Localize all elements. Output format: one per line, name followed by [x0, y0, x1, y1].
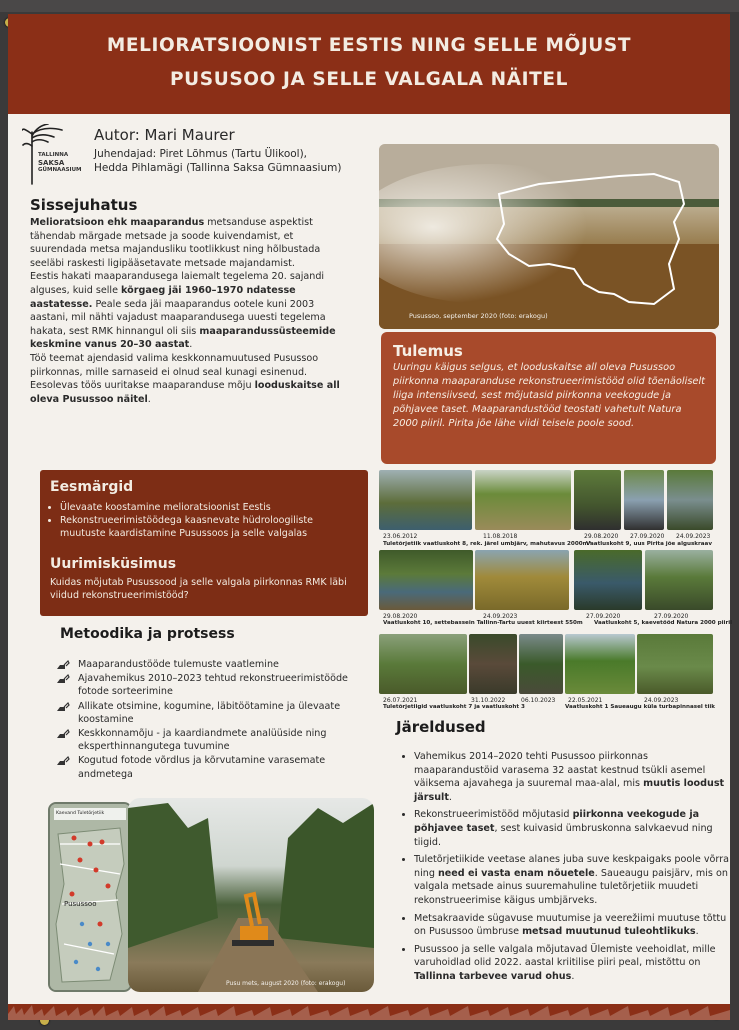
gallery-photo [624, 470, 664, 530]
conclusion-segment: . [571, 970, 575, 982]
gallery-photo [469, 634, 517, 694]
photo-date: 29.08.2020 [584, 533, 619, 540]
conclusions-heading: Järeldused [396, 718, 486, 736]
photo-date: 11.08.2018 [483, 533, 518, 540]
forest-photo [128, 798, 374, 992]
conclusion-segment: piirkonna veekogude ja põhjavee taset [414, 809, 700, 834]
photo-caption: Vaatluskoht 5, kaevetööd Natura 2000 piiril [594, 620, 733, 626]
method-item-text: Ajavahemikus 2010–2023 tehtud rekonstrueerimistööde fotode sorteerimine [78, 673, 348, 698]
photo-date: 24.09.2023 [644, 697, 679, 704]
intro-segment: hakata, sest RMK hinnangul oli siis [30, 325, 200, 337]
conclusion-item [414, 912, 734, 939]
gallery-photo [379, 634, 467, 694]
conclusion-segment: . [695, 926, 699, 938]
excavator-icon [56, 756, 70, 766]
bog-photo [379, 144, 719, 329]
photo-caption: Tuletõrjetiik vaatluskoht 8, rek. järel umbjärv, mahutavus 2000m³ [383, 541, 591, 547]
conclusion-segment: Metsakraavide sügavuse muutumise ja veerežiimi muutuse tõttu on Pusussoo ümbruse [414, 912, 727, 938]
bog-photo-caption: Pusussoo, september 2020 (foto: erakogu) [409, 312, 548, 320]
intro-segment: oleva Pusussoo näitel [30, 393, 148, 405]
photo-date: 29.08.2020 [383, 613, 418, 620]
intro-segment: aastatesse. [30, 298, 93, 310]
map [48, 802, 132, 992]
intro-segment: . [189, 339, 193, 351]
intro-segment: Eestis hakati maaparandusega laiemalt tegelema 20. sajandi [30, 271, 325, 283]
supervisors: Juhendajad: Piret Lõhmus (Tartu Ülikool), Hedda Pihlamägi (Tallinna Saksa Gümnaasium) [94, 148, 342, 174]
intro-segment: suurendada metsa majandusliku tootlikkust ning hõlbustada [30, 244, 321, 256]
photo-date: 26.07.2021 [383, 697, 418, 704]
intro-line [30, 338, 380, 352]
intro-line [30, 216, 380, 230]
bottom-grass-strip [8, 1004, 730, 1020]
intro-segment: tähendab märgade metsade ja soode kuivendamist, et [30, 230, 294, 242]
method-heading: Metoodika ja protsess [60, 626, 235, 642]
conclusion-segment: . [448, 791, 452, 803]
photo-date: 27.09.2020 [586, 613, 621, 620]
gallery-photo [645, 550, 713, 610]
photo-date: 24.09.2023 [676, 533, 711, 540]
intro-segment: metsanduse aspektist [204, 217, 313, 228]
intro-segment: keskmine vanus 20–30 aastat [30, 339, 190, 351]
result-box [381, 332, 716, 464]
goal-item: • Rekonstrueerimistöödega kaasnevate hüdroloogiliste muutuste kaardistamine Pusussoos ja selle valgalas [60, 514, 360, 540]
photo-date: 24.09.2023 [483, 613, 518, 620]
intro-segment: Melioratsioon ehk maaparandus [30, 217, 205, 228]
wall [0, 0, 739, 12]
photo-caption: Vaatluskoht 10, settebassein Tallinn-Tartu uuest kiirteest 550m [383, 620, 583, 626]
result-text: Uuringu käigus selgus, et looduskaitse all oleva Pusussoo piirkonna maaparanduse rekonstrueerimistööd olid tõenäoliselt liiga intensiivsed, sest mõjutasid piirkonna veekogude ja põhjavee taset. Maaparandustööd teostati vahetult Natura 2000 piiril. Pirita jõe lähe viidi teisele poole sood. [393, 362, 706, 429]
logo-text: TALLINNA SAKSA GÜMNAASIUM [38, 152, 82, 173]
intro-line [30, 298, 380, 312]
intro-segment: . [147, 393, 151, 405]
excavator-icon [56, 660, 70, 670]
poster [8, 14, 733, 1020]
gallery-photo [475, 470, 571, 530]
photo-date: 27.09.2020 [630, 533, 665, 540]
question-text: Kuidas mõjutab Pusussood ja selle valgala piirkonnas RMK läbi viidud rekonstrueerimistööd? [50, 577, 347, 601]
method-item-text: Allikate otsimine, kogumine, läbitöötamine ja ülevaate koostamine [78, 700, 341, 725]
intro-segment: kõrgaeg jäi 1960–1970 ndatesse [121, 284, 296, 296]
intro-line [30, 352, 380, 366]
intro-segment: looduskaitse all [254, 380, 340, 392]
question-heading: Uurimisküsimus [50, 556, 177, 572]
intro-segment: piirkonnas, mille sarnaseid ei olnud seal kunagi esinenud. [30, 366, 308, 378]
photo-caption: Vaatluskoht 1 Saueaugu küla turbapinnasel tiik [565, 704, 716, 710]
conclusion-item [414, 750, 734, 804]
intro-segment: Peale seda jäi maaparandus ootele kuni 2003 [92, 298, 315, 310]
method-item [50, 658, 370, 671]
intro-line [30, 257, 380, 271]
intro-heading: Sissejuhatus [30, 196, 138, 214]
intro-segment: seeläbi raskesti ligipääsetavate metsade majandamist. [30, 257, 295, 269]
method-item-text: Keskkonnamõju - ja kaardiandmete analüüside ning eksperthinnangutega tuvumine [78, 728, 327, 753]
photo-caption: Vaatluskoht 9, uus Pirita jõe alguskraav [586, 541, 712, 547]
conclusion-item [414, 808, 734, 849]
method-list [50, 658, 370, 782]
conclusion-segment: Tallinna tarbevee varud ohus [414, 970, 572, 982]
intro-text [30, 216, 380, 406]
photo-date: 31.10.2022 [471, 697, 506, 704]
intro-segment: aastani, mil nähti vajadust maaparandusega uuesti tegelema [30, 312, 326, 324]
method-item-text: Kogutud fotode võrdlus ja kõrvutamine varasemate andmetega [78, 755, 326, 780]
intro-line [30, 325, 380, 339]
goal-box [40, 470, 368, 616]
title-banner [8, 14, 730, 114]
map-legend: Kaevand Tuletõrjetiik [56, 811, 105, 816]
method-item [50, 754, 370, 780]
intro-line [30, 284, 380, 298]
conclusion-segment: Vahemikus 2014–2020 tehti Pusussoo piirkonnas maaparandustöid varasema 32 aastat kestnud tsükli asemel väiksema ajavahega ja suuremal maa-alal, mis [414, 751, 706, 790]
gallery-photo [667, 470, 713, 530]
conclusion-segment: need ei vasta enam nõuetele [437, 867, 595, 879]
title-line-1: MELIORATSIOONIST EESTIS NING SELLE MÕJUST [106, 35, 632, 56]
intro-line [30, 366, 380, 380]
conclusion-segment: Tuletõrjetiikide veetase alanes juba suve keskpaigaks poole võrra ning [414, 854, 730, 879]
author: Autor: Mari Maurer [94, 126, 235, 144]
forest-photo-caption: Pusu mets, august 2020 (foto: erakogu) [226, 980, 346, 987]
conclusion-item [414, 853, 734, 907]
intro-segment: alguses, kuid selle [30, 284, 122, 296]
gallery-photo [379, 550, 473, 610]
intro-line [30, 270, 380, 284]
intro-segment: Eesolevas töös uuritakse maaparanduse mõju [30, 380, 255, 392]
method-item [50, 727, 370, 753]
photo-caption: Tuletõrjetiigid vaatluskoht 7 ja vaatluskoht 3 [383, 704, 525, 710]
gallery-photo [565, 634, 635, 694]
intro-segment: Töö teemat ajendasid valima keskkonnamuutused Pusussoo [30, 352, 319, 364]
conclusions-list [404, 750, 734, 988]
intro-line [30, 243, 380, 257]
gallery-photo [379, 470, 472, 530]
conclusion-segment: . Saueaugu paisjärv, mis on valgala metsade ainus suuremahuline tuletõrjetiik muudeti rekonstrueerimise käigus umbjärveks. [414, 867, 728, 906]
photo-date: 27.09.2020 [654, 613, 689, 620]
conclusion-segment: Rekonstrueerimistööd mõjutasid [414, 809, 573, 821]
photo-date: 06.10.2023 [521, 697, 556, 704]
gallery-photo [519, 634, 563, 694]
intro-line [30, 230, 380, 244]
gallery-photo [574, 550, 642, 610]
conclusion-segment: metsad muutunud tuleohtlikuks [522, 926, 696, 938]
gallery-photo [574, 470, 621, 530]
method-item [50, 700, 370, 726]
intro-line [30, 379, 380, 393]
intro-segment: maaparandussüsteemide [199, 325, 336, 337]
gallery-photo [637, 634, 713, 694]
excavator-icon [56, 729, 70, 739]
conclusion-segment: muutis loodust järsult [414, 778, 725, 803]
intro-line [30, 393, 380, 407]
conclusion-segment: Pusussoo ja selle valgala mõjutavad Ülemiste veehoidlat, mille varuhoidlad olid 2022. aastal kriitilise piiri peal, mistõttu on [414, 943, 716, 969]
map-place-label: Pusussoo [64, 900, 97, 908]
photo-date: 23.06.2012 [383, 533, 418, 540]
photo-date: 22.05.2021 [568, 697, 603, 704]
goal-item: • Ülevaate koostamine melioratsioonist Eestis [60, 501, 360, 514]
goal-heading: Eesmärgid [50, 479, 134, 495]
method-item-text: Maaparandustööde tulemuste vaatlemine [78, 659, 279, 670]
conclusion-item [414, 943, 734, 984]
method-item [50, 672, 370, 698]
conclusion-segment: , sest kuivasid ümbruskonna salvkaevud ning tiigid. [414, 822, 713, 848]
excavator-icon [56, 674, 70, 684]
intro-line [30, 311, 380, 325]
title-line-2: PUSUSOO JA SELLE VALGALA NÄITEL [170, 69, 568, 90]
excavator-icon [56, 702, 70, 712]
result-heading: Tulemus [393, 342, 463, 360]
goal-list [48, 501, 360, 540]
gallery-photo [475, 550, 569, 610]
